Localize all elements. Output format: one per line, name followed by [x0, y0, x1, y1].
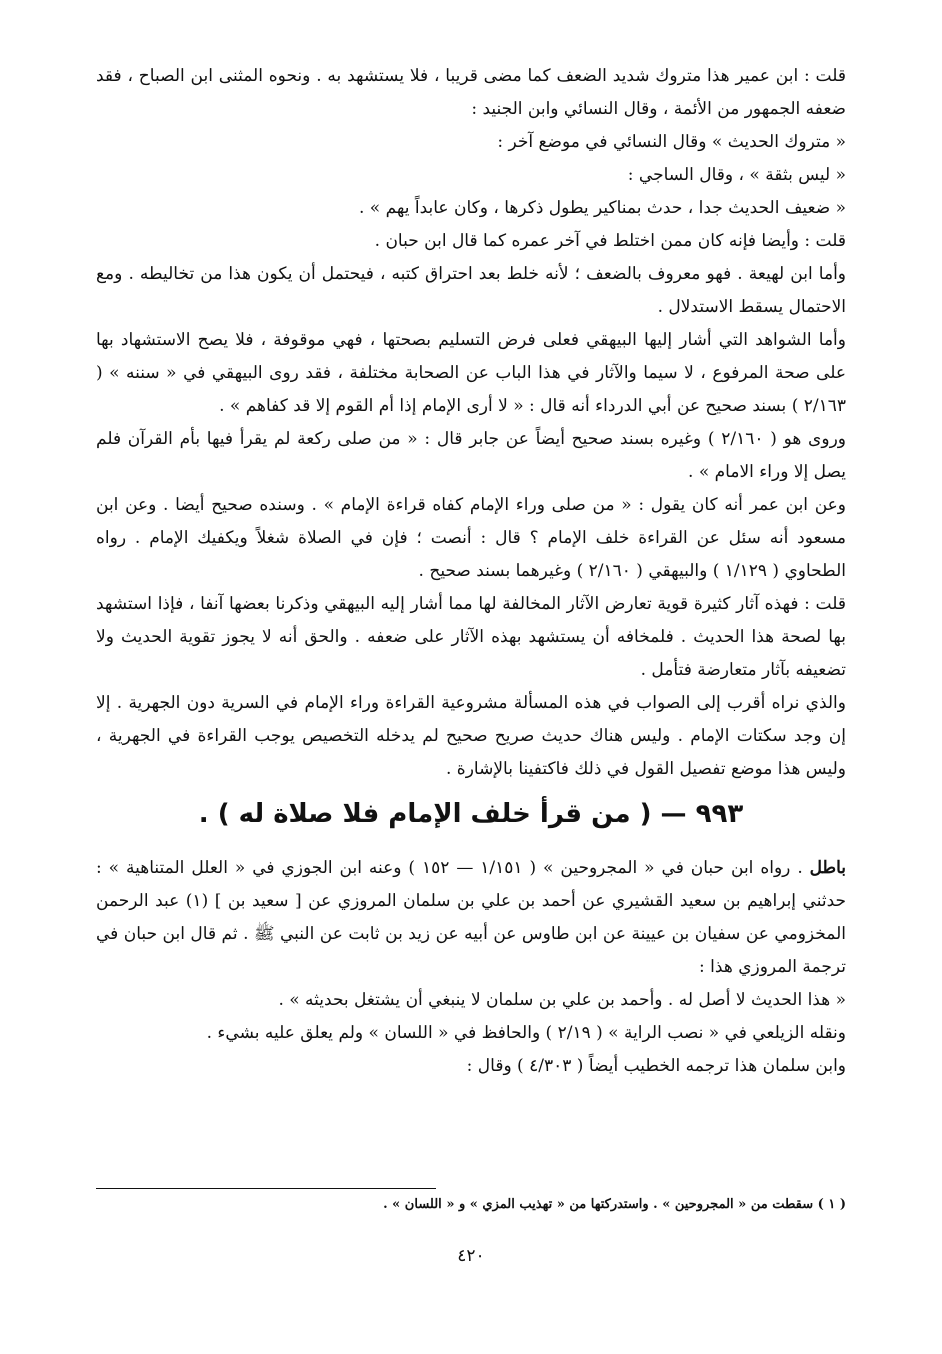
paragraph-text: . رواه ابن حبان في « المجروحين » ( ١/١٥١ — ١٥٢ ) وعنه ابن الجوزي في « العلل المتناهية » : حدثني إبراهيم بن سعيد القشيري عن أحمد بن علي بن سلمان المروزي عن [ سعيد بن ] (١) عبد الرحمن المخزومي عن سفيان بن عيينة عن ابن طاوس عن أبيه عن زيد بن ثابت عن النبي ﷺ . ثم قال ابن حبان في ترجمة المروزي هذا :	[96, 858, 847, 977]
paragraph: « ليس بثقة » ، وقال الساجي :	[627, 165, 846, 185]
footnote: ( ١ ) سقطت من « المجروحين » . واستدركتها من « تهذيب المزي » و « اللسان » .	[383, 1197, 846, 1212]
paragraph: وعن ابن عمر أنه كان يقول : « من صلى وراء الإمام كفاه قراءة الإمام » . وسنده صحيح أيضا . وعن ابن مسعود أنه سئل عن القراءة خلف الإمام ؟ قال : أنصت ؛ فإن في الصلاة شغلاً ويكفيك الإمام . رواه الطحاوي ( ١/١٢٩ ) والبيهقي ( ٢/١٦٠ ) وغيرهما بسند صحيح .	[96, 495, 846, 581]
paragraph: وأما ابن لهيعة . فهو معروف بالضعف ؛ لأنه خلط بعد احتراق كتبه ، فيحتمل أن يكون هذا من تخاليطه . ومع الاحتمال يسقط الاستدلال .	[96, 264, 846, 317]
paragraph: وروى هو ( ٢/١٦٠ ) وغيره بسند صحيح أيضاً عن جابر قال : « من صلى ركعة لم يقرأ فيها بأم القرآن فلم يصل إلا وراء الامام » .	[96, 429, 846, 482]
main-text	[96, 60, 846, 1083]
paragraph: قلت : فهذه آثار كثيرة قوية تعارض الآثار المخالفة لها مما أشار إليه البيهقي وذكرنا بعضها آنفا ، فإذا استشهد بها لصحة هذا الحديث . فلمخافه أن يستشهد بهذه الآثار على ضعفه . والحق أنه لا يجوز تقوية الحديث ولا تضعيفه بآثار متعارضة فتأمل .	[96, 594, 846, 680]
paragraph: وأما الشواهد التي أشار إليها البيهقي فعلى فرض التسليم بصحتها ، فهي موقوفة ، فلا يصح الاستشهاد بها على صحة المرفوع ، لا سيما والآثار في هذا الباب عن الصحابة مختلفة ، فقد روى البيهقي في « سننه » ( ٢/١٦٣ ) بسند صحيح عن أبي الدرداء أنه قال : « لا أرى الإمام إذا أم القوم إلا قد كفاهم » .	[96, 330, 846, 416]
page-number: ٤٢٠	[457, 1246, 485, 1266]
paragraph: « ضعيف الحديث جدا ، حدث بمناكير يطول ذكرها ، وكان عابداً يهم » .	[358, 198, 846, 218]
paragraph: « متروك الحديث » وقال النسائي في موضع آخر :	[497, 132, 846, 152]
paragraph	[96, 852, 846, 984]
paragraph: ونقله الزيلعي في « نصب الراية » ( ٢/١٩ ) والحافظ في « اللسان » ولم يعلق عليه بشيء .	[206, 1023, 846, 1043]
verdict-label: باطل	[809, 858, 846, 878]
paragraph: قلت : ابن عمير هذا متروك شديد الضعف كما مضى قريبا ، فلا يستشهد به . ونحوه المثنى ابن الصباح ، فقد ضعفه الجمهور من الأئمة ، وقال النسائي وابن الجنيد :	[96, 66, 846, 119]
paragraph: وابن سلمان هذا ترجمه الخطيب أيضاً ( ٤/٣٠٣ ) وقال :	[466, 1056, 846, 1076]
hadith-heading: ٩٩٣ — ( من قرأ خلف الإمام فلا صلاة له ) .	[198, 799, 744, 829]
footnote-divider	[96, 1188, 436, 1189]
paragraph: « هذا الحديث لا أصل له . وأحمد بن علي بن سلمان لا ينبغي أن يشتغل بحديثه » .	[278, 990, 846, 1010]
paragraph: والذي نراه أقرب إلى الصواب في هذه المسألة مشروعية القراءة وراء الإمام في السرية دون الجهرية . إلا إن وجد سكتات الإمام . وليس هناك حديث صريح صحيح لم يدخله التخصيص يوجب القراءة في الجهرية ، وليس هذا موضع تفصيل القول في ذلك فاكتفينا بالإشارة .	[96, 693, 846, 779]
paragraph: قلت : وأيضا فإنه كان ممن اختلط في آخر عمره كما قال ابن حبان .	[374, 231, 846, 251]
